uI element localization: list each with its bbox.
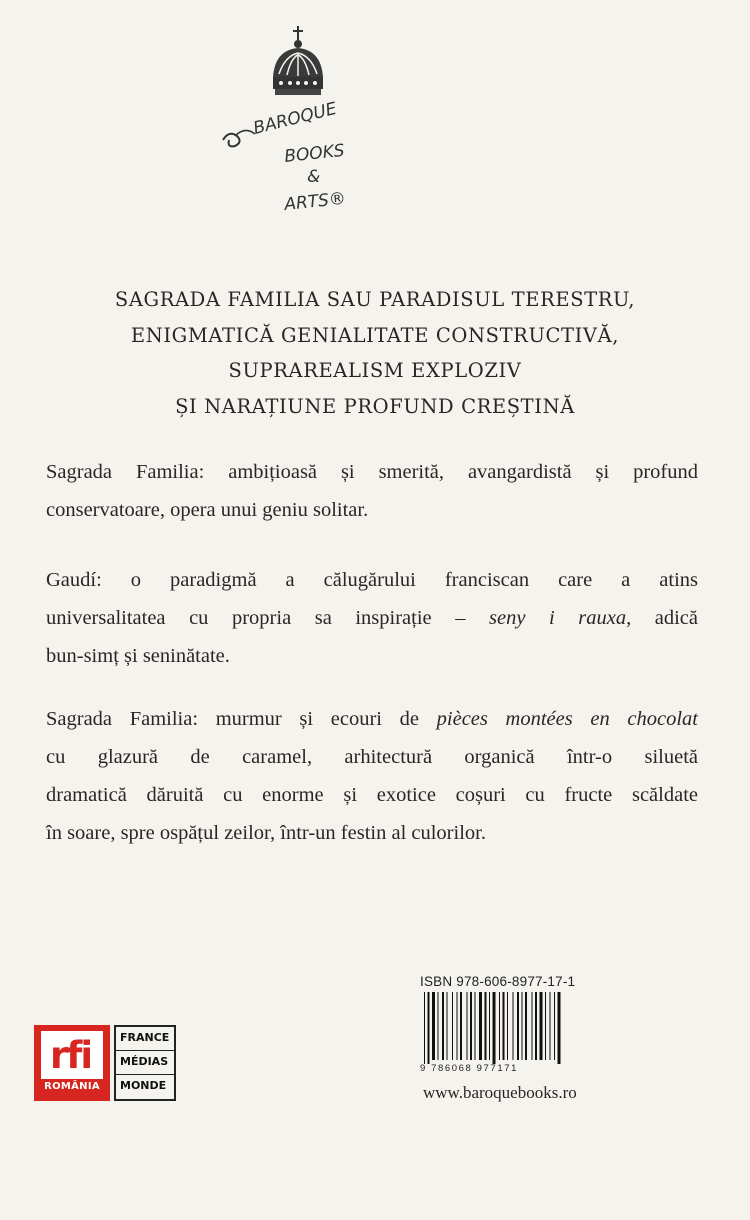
paragraph-line <box>46 700 698 738</box>
barcode-bar <box>493 992 496 1064</box>
headline-line: ENIGMATICĂ GENIALITATE CONSTRUCTIVĂ, <box>130 323 620 347</box>
barcode-bar <box>460 992 462 1060</box>
headline-line: SAGRADA FAMILIA SAU PARADISUL TERESTRU, <box>114 288 636 311</box>
barcode-bar <box>432 992 435 1060</box>
barcode-bar <box>525 992 527 1060</box>
rfi-logo-box <box>41 1031 103 1079</box>
rfi-country-label: ROMÂNIA <box>44 1081 100 1092</box>
barcode-bar <box>428 992 430 1064</box>
barcode-bar <box>507 992 508 1060</box>
barcode-bar <box>532 992 533 1060</box>
crown-logo-icon <box>215 22 375 222</box>
paragraph-sagrada-familia <box>46 453 698 529</box>
barcode-bar <box>550 992 551 1060</box>
barcode-bar <box>475 992 476 1060</box>
barcode-bar <box>489 992 490 1060</box>
barcode-bar <box>513 992 514 1060</box>
paragraph-line: cu glazură de caramel, arhitectură organică într-o siluetă <box>46 746 698 768</box>
barcode-bar <box>485 992 487 1060</box>
barcode-bar <box>438 992 439 1060</box>
fmm-line: FRANCE <box>116 1027 174 1051</box>
logo-line-baroque: BAROQUE <box>251 98 339 139</box>
barcode-bar <box>442 992 444 1060</box>
barcode-bar <box>499 992 500 1060</box>
barcode-bar <box>467 992 468 1060</box>
headline-line: ȘI NARAȚIUNE PROFUND CREȘTINĂ <box>175 394 575 418</box>
barcode-bar <box>517 992 519 1060</box>
fmm-line: MONDE <box>120 1079 167 1092</box>
rfi-logo-text: rfi <box>50 1034 92 1077</box>
italic-phrase: seny i rauxa, <box>489 607 632 629</box>
paragraph-gaudi <box>46 561 698 675</box>
barcode-icon <box>420 992 588 1072</box>
paragraph-murmur <box>46 700 698 852</box>
barcode-bar <box>457 992 458 1060</box>
logo-line-arts: ARTS® <box>283 188 347 215</box>
barcode-bar <box>452 992 453 1060</box>
barcode-digits: 9 786068 977171 <box>420 1063 518 1074</box>
paragraph-line: în soare, spre ospățul zeilor, într-un festin al culorilor. <box>46 822 486 844</box>
barcode-bar <box>470 992 472 1060</box>
barcode-bar <box>554 992 555 1060</box>
isbn-label: ISBN 978-606-8977-17-1 <box>420 974 576 989</box>
logo-line-ampersand: & <box>307 167 321 187</box>
barcode-bar <box>558 992 561 1064</box>
paragraph-line: conservatoare, opera unui geniu solitar. <box>46 499 369 521</box>
paragraph-line: bun-simț și seninătate. <box>46 645 230 667</box>
fmm-line: MÉDIAS <box>116 1051 174 1075</box>
barcode-bar <box>535 992 537 1060</box>
headline-line: SUPRAREALISM EXPLOZIV <box>228 359 522 382</box>
text-run: adică <box>631 607 698 629</box>
paragraph-line <box>46 599 698 637</box>
italic-phrase: pièces montées en chocolat <box>436 708 698 730</box>
barcode-bar <box>479 992 482 1060</box>
barcode-bar <box>503 992 505 1060</box>
publisher-website: www.baroquebooks.ro <box>423 1083 577 1102</box>
text-run: Sagrada Familia: murmur și ecouri de <box>46 708 437 730</box>
headline <box>30 282 720 424</box>
text-run: universalitatea cu propria sa inspirație – <box>46 607 490 629</box>
barcode-bar <box>522 992 523 1060</box>
logo-line-books: BOOKS <box>283 140 346 167</box>
barcode-bar <box>545 992 546 1060</box>
rfi-logo <box>34 1025 110 1101</box>
rfi-logo-block <box>34 1025 180 1101</box>
barcode-bar <box>540 992 543 1060</box>
barcode-bar <box>424 992 425 1064</box>
paragraph-line: dramatică dăruită cu enorme și exotice coșuri cu fructe scăldate <box>46 784 698 806</box>
paragraph-line: Gaudí: o paradigmă a călugărului franciscan care a atins <box>46 569 698 591</box>
france-medias-monde-logo <box>114 1025 176 1101</box>
baroque-books-logo <box>215 22 375 222</box>
paragraph-line: Sagrada Familia: ambițioasă și smerită, avangardistă și profund <box>46 461 698 483</box>
barcode-bar <box>447 992 448 1060</box>
